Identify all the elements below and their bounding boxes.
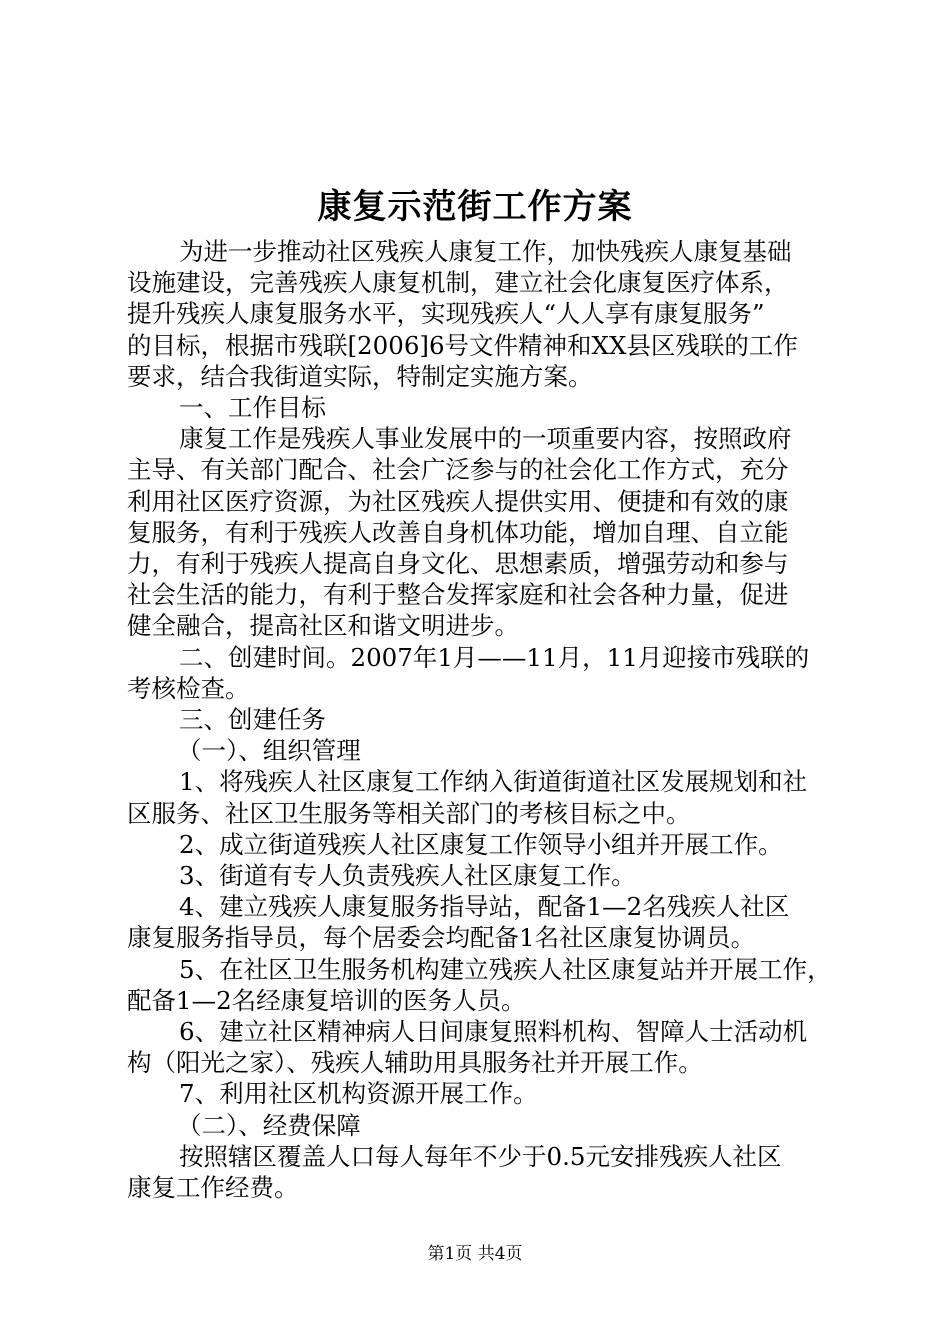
- body-line: 考核检查。: [127, 673, 250, 703]
- body-line: 主导、有关部门配合、社会广泛参与的社会化工作方式，充分: [127, 455, 789, 485]
- section-heading: 二、创建时间。2007年1月——11月，11月迎接市残联的: [179, 642, 810, 672]
- body-line: 社会生活的能力，有利于整合发挥家庭和社会各种力量，促进: [127, 580, 789, 610]
- document-body: [127, 236, 833, 1203]
- body-line: 要求，结合我街道实际，特制定实施方案。: [127, 361, 593, 391]
- section-heading: 三、创建任务: [179, 705, 326, 735]
- list-item: 7、利用社区机构资源开展工作。: [179, 1079, 538, 1109]
- list-item: 5、在社区卫生服务机构建立残疾人社区康复站并开展工作，: [179, 954, 832, 984]
- list-item: 2、成立街道残疾人社区康复工作领导小组并开展工作。: [179, 829, 783, 859]
- list-item: 1、将残疾人社区康复工作纳入街道街道社区发展规划和社: [179, 767, 808, 797]
- body-line: 康复工作经费。: [127, 1173, 299, 1203]
- body-line: 配备1—2名经康复培训的医务人员。: [127, 985, 526, 1015]
- list-item: 3、街道有专人负责残疾人社区康复工作。: [179, 861, 636, 891]
- body-line: 康复工作是残疾人事业发展中的一项重要内容，按照政府: [179, 424, 792, 454]
- body-line: 提升残疾人康复服务水平，实现残疾人“人人享有康复服务”: [127, 299, 765, 329]
- body-line: 康复服务指导员，每个居委会均配备1名社区康复协调员。: [127, 923, 756, 953]
- body-line: 健全融合，提高社区和谐文明进步。: [127, 611, 519, 641]
- page-footer: 第1页 共4页: [427, 1244, 523, 1264]
- body-line: 为进一步推动社区残疾人康复工作，加快残疾人康复基础: [179, 237, 792, 266]
- body-line: 的目标，根据市残联[2006]6号文件精神和XX县区残联的工作: [127, 330, 798, 360]
- subsection-heading: （一）、组织管理: [177, 736, 361, 766]
- subsection-heading: （二）、经费保障: [177, 1110, 361, 1140]
- body-line: 区服务、社区卫生服务等相关部门的考核目标之中。: [127, 798, 691, 828]
- list-item: 4、建立残疾人康复服务指导站，配备1—2名残疾人社区: [179, 892, 790, 922]
- section-heading: 一、工作目标: [179, 393, 326, 423]
- list-item: 6、建立社区精神病人日间康复照料机构、智障人士活动机: [179, 1017, 808, 1047]
- body-line: 利用社区医疗资源，为社区残疾人提供实用、便捷和有效的康: [127, 486, 789, 516]
- body-line: 设施建设，完善残疾人康复机制，建立社会化康复医疗体系，: [127, 268, 789, 298]
- body-line: 按照辖区覆盖人口每人每年不少于0.5元安排残疾人社区: [179, 1141, 782, 1171]
- body-line: 力，有利于残疾人提高自身文化、思想素质，增强劳动和参与: [127, 549, 789, 579]
- document-title: 康复示范街工作方案: [317, 187, 633, 227]
- body-line: 复服务，有利于残疾人改善自身机体功能，增加自理、自立能: [127, 517, 789, 547]
- body-line: 构（阳光之家）、残疾人辅助用具服务社并开展工作。: [127, 1048, 703, 1078]
